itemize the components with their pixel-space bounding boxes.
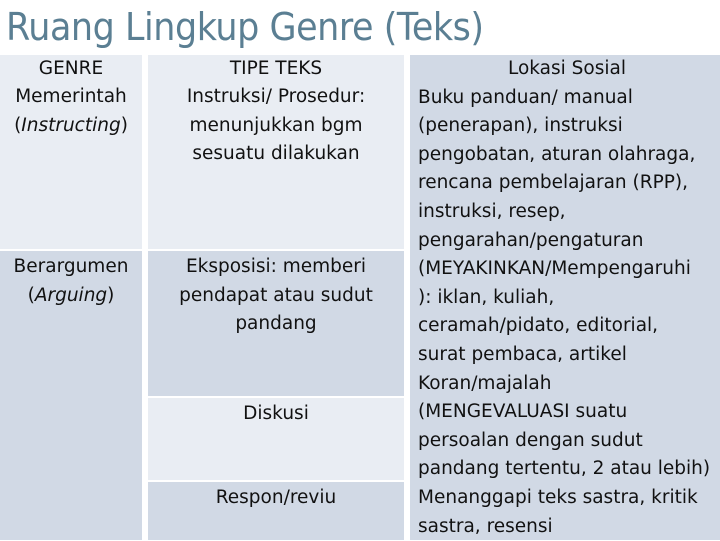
lokasi-line: Buku panduan/ manual: [418, 84, 716, 113]
lokasi-line: ): iklan, kuliah,: [418, 284, 716, 313]
tipe-cell-instruksi: Instruksi/ Prosedur: menunjukkan bgm sesuatu dilakukan: [148, 83, 404, 249]
lokasi-line: sastra, resensi: [418, 513, 716, 541]
genre-table: [0, 55, 720, 540]
lokasi-line: (MEYAKINKAN/Mempengaruhi: [418, 255, 716, 284]
header-tipe-teks: TIPE TEKS: [148, 55, 404, 83]
tipe-cell-eksposisi: Eksposisi: memberi pendapat atau sudut pandang: [148, 249, 404, 396]
lokasi-line: Koran/majalah: [418, 370, 716, 399]
genre-cell-empty: [0, 480, 142, 540]
lokasi-sosial-column: [410, 55, 720, 540]
slide-title: Ruang Lingkup Genre (Teks): [6, 4, 484, 50]
lokasi-line: (MENGEVALUASI suatu: [418, 398, 716, 427]
genre-english-label: (Arguing): [2, 282, 140, 311]
lokasi-line: Menanggapi teks sastra, kritik: [418, 484, 716, 513]
lokasi-line: persoalan dengan sudut: [418, 427, 716, 456]
lokasi-line: pengobatan, aturan olahraga,: [418, 141, 716, 170]
genre-cell-empty: [0, 396, 142, 480]
lokasi-line: rencana pembelajaran (RPP),: [418, 169, 716, 198]
lokasi-line: ceramah/pidato, editorial,: [418, 312, 716, 341]
lokasi-line: pengarahan/pengaturan: [418, 227, 716, 256]
header-lokasi-sosial: Lokasi Sosial: [418, 55, 716, 84]
genre-english-label: (Instructing): [2, 112, 140, 141]
lokasi-line: (penerapan), instruksi: [418, 112, 716, 141]
genre-cell-arguing: [0, 249, 142, 396]
lokasi-line: pandang tertentu, 2 atau lebih): [418, 455, 716, 484]
genre-label: Berargumen: [2, 253, 140, 282]
lokasi-line: instruksi, resep,: [418, 198, 716, 227]
genre-label: Memerintah: [2, 83, 140, 112]
tipe-cell-respon: Respon/reviu: [148, 480, 404, 540]
header-genre: GENRE: [0, 55, 142, 83]
tipe-cell-diskusi: Diskusi: [148, 396, 404, 480]
genre-cell-instructing: [0, 83, 142, 249]
lokasi-line: surat pembaca, artikel: [418, 341, 716, 370]
